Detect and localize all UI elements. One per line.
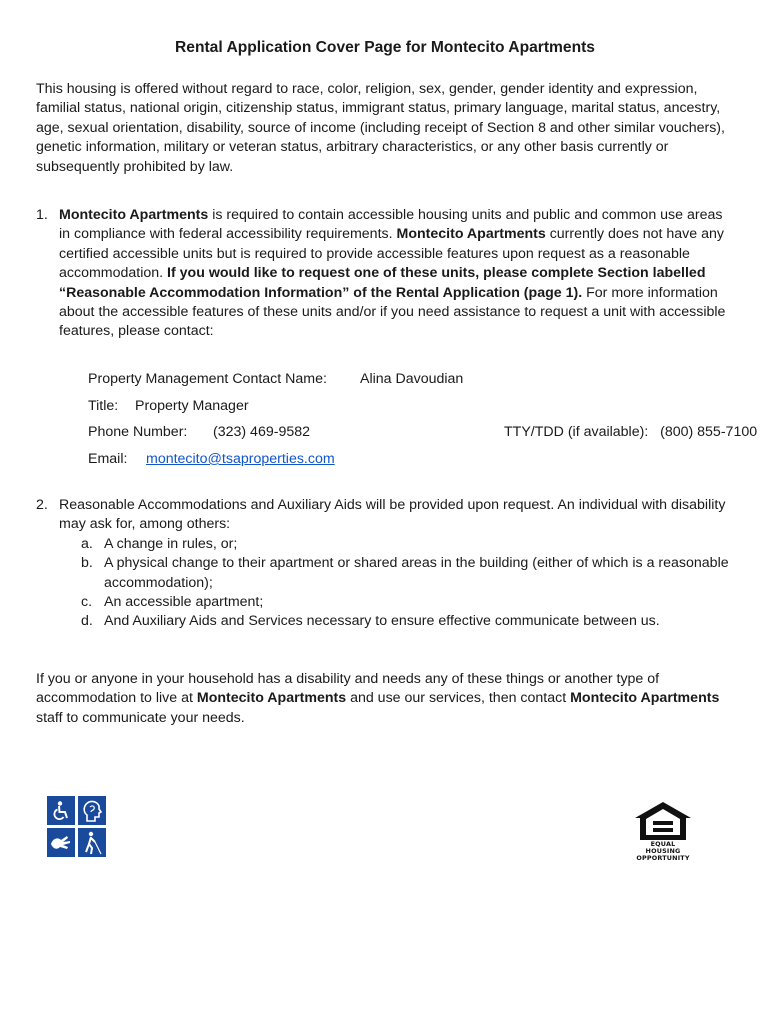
tty-label: TTY/TDD (if available): <box>504 424 649 440</box>
contact-title-value: Property Manager <box>135 398 249 414</box>
email-link[interactable]: montecito@tsaproperties.com <box>146 451 335 467</box>
list-item-1 <box>36 206 736 342</box>
item-1-text-c: For more information about the accessible features of these units and/or if you need assistance to request a unit with accessible features, please contact: <box>59 284 726 340</box>
head-profile-icon <box>78 796 106 825</box>
closing-text-c: staff to communicate your needs. <box>36 709 245 726</box>
item-number: 1. <box>36 207 48 223</box>
accessibility-logos <box>47 796 107 858</box>
intro-paragraph: This housing is offered without regard to race, color, religion, sex, gender, gender identity and expression, familial status, national origin, citizenship status, immigrant status, primary language, marital status, ancestry, age, sexual orientation, disability, source of income (including receipt of Section 8 and other similar vouchers), genetic information, military or veteran status, arbitrary characteristics, or any other basis currently or subsequently prohibited by law. <box>36 81 725 175</box>
eho-line-2: OPPORTUNITY <box>636 854 690 862</box>
closing-text-a: If you or anyone in your household has a disability and needs any of these things or another type of accommodation to live at <box>36 671 660 707</box>
contact-phone-row <box>88 423 758 442</box>
sub-item-c <box>81 593 736 612</box>
sub-item-d <box>81 612 736 631</box>
sub-letter: d. <box>81 613 93 630</box>
contact-name-value: Alina Davoudian <box>360 371 464 387</box>
phone-label: Phone Number: <box>88 424 188 440</box>
property-name: Montecito Apartments <box>396 226 546 243</box>
sub-letter: c. <box>81 594 93 611</box>
tty-group <box>504 423 757 442</box>
item-1-text-b: currently does not have any certified accessible units but is required to provide accessible features upon request as a reasonable accommodation. <box>59 226 724 282</box>
request-instructions: If you would like to request one of these units, please complete Section labelled “Reasonable Accommodation Information” of the Rental Application (page 1). <box>59 265 706 301</box>
sub-letter: b. <box>81 555 93 572</box>
contact-name-label: Property Management Contact Name: <box>88 371 327 387</box>
sub-item-a <box>81 535 736 554</box>
phone-value: (323) 469-9582 <box>213 424 311 440</box>
closing-text-b: and use our services, then contact <box>346 690 571 707</box>
sub-text: And Auxiliary Aids and Services necessary to ensure effective communicate between us. <box>104 613 660 630</box>
item-1-text <box>59 206 736 342</box>
sub-item-b <box>81 554 736 593</box>
property-name: Montecito Apartments <box>59 207 209 223</box>
house-icon <box>632 800 694 842</box>
contact-title-row <box>88 397 249 416</box>
wheelchair-icon <box>47 796 75 825</box>
item-number: 2. <box>36 497 48 513</box>
property-name: Montecito Apartments <box>196 690 347 707</box>
closing-paragraph <box>36 670 736 728</box>
list-item-2 <box>36 496 736 632</box>
sub-letter: a. <box>81 535 93 552</box>
sign-language-icon <box>47 828 75 857</box>
item-2-text: Reasonable Accommodations and Auxiliary Aids will be provided upon request. An individual with disability may ask for, among others: <box>59 497 726 533</box>
eho-line-1: EQUAL HOUSING <box>645 840 681 855</box>
item-1-text-a: is required to contain accessible housing units and public and common use areas in compliance with federal accessibility requirements. <box>59 207 723 243</box>
sub-text: A change in rules, or; <box>104 535 238 552</box>
eho-caption <box>632 841 694 862</box>
sub-text: An accessible apartment; <box>104 594 264 611</box>
contact-email-row <box>88 450 335 469</box>
contact-title-label: Title: <box>88 398 119 414</box>
tty-value: (800) 855-7100 <box>660 424 758 440</box>
equal-housing-logo <box>632 800 694 860</box>
contact-name-row <box>88 370 464 389</box>
property-name: Montecito Apartments <box>570 690 720 707</box>
email-label: Email: <box>88 451 128 467</box>
sub-text: A physical change to their apartment or shared areas in the building (either of which is a reasonable accommodation); <box>104 555 729 591</box>
blind-cane-icon <box>78 828 106 857</box>
page-title: Rental Application Cover Page for Montecito Apartments <box>175 39 595 56</box>
